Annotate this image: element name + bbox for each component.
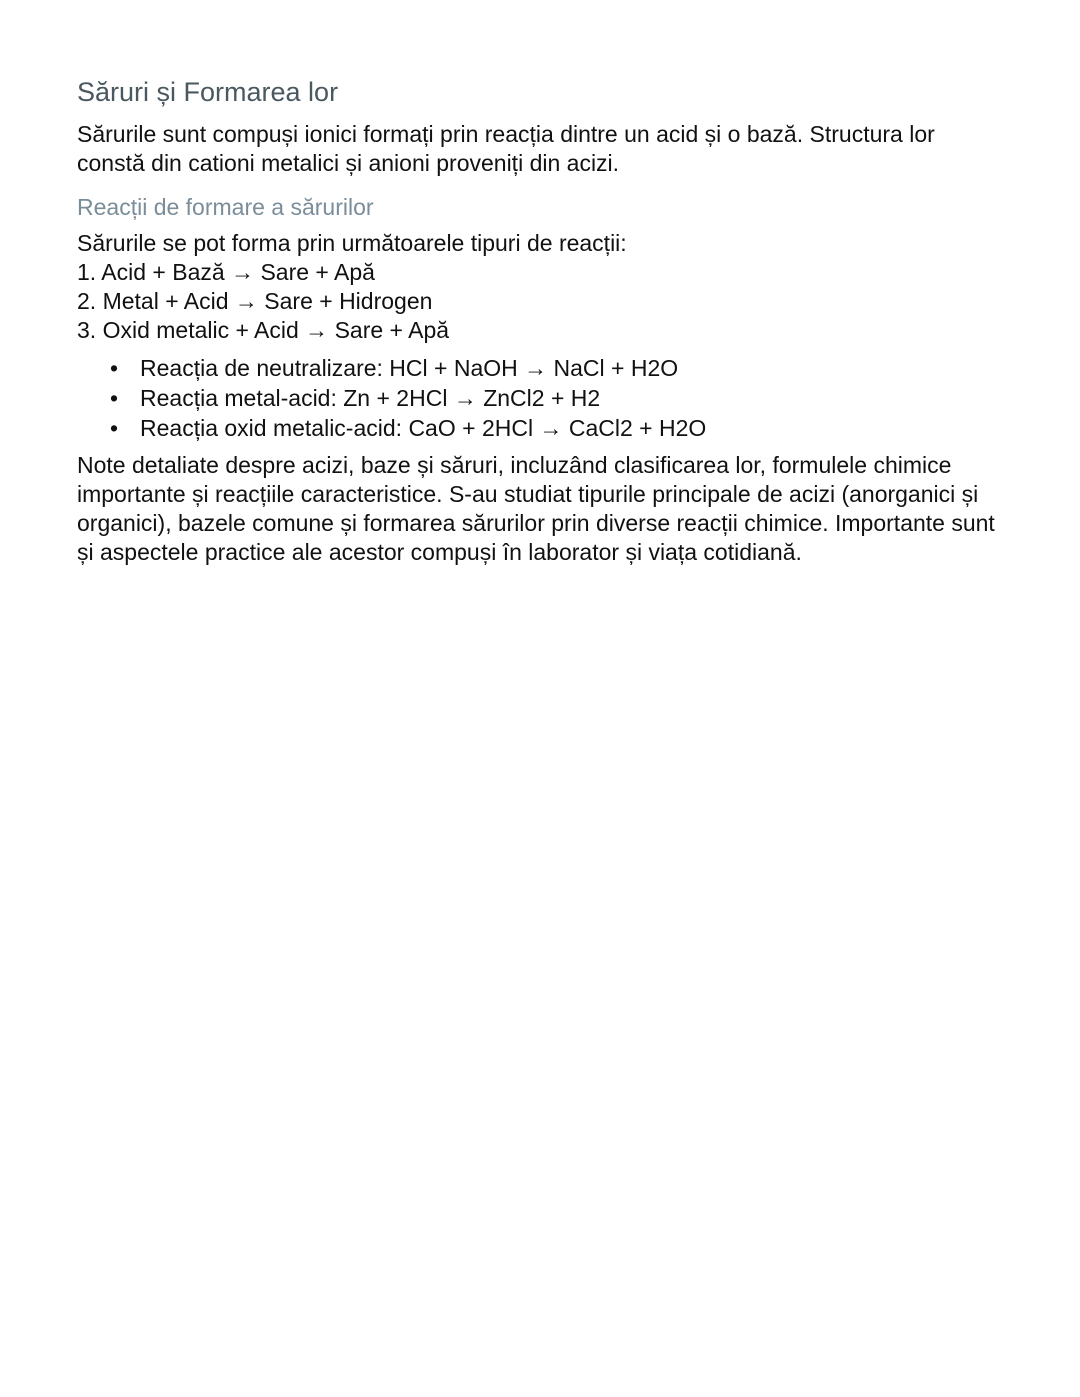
list-item	[77, 383, 1007, 413]
reaction-types-intro: Sărurile se pot forma prin următoarele tipuri de reacții:	[77, 230, 627, 256]
example-reactions-list	[77, 353, 1007, 443]
example-reaction-text: Reacția de neutralizare: HCl + NaOH → NaCl + H2O	[140, 355, 679, 381]
intro-paragraph: Sărurile sunt compuși ionici formați prin reacția dintre un acid și o bază. Structura lor constă din cationi metalici și anioni proveniți din acizi.	[77, 121, 935, 176]
example-reaction-text: Reacția metal-acid: Zn + 2HCl → ZnCl2 + H2	[140, 385, 601, 411]
list-item	[77, 413, 1007, 443]
reaction-type-item: 2. Metal + Acid → Sare + Hidrogen	[77, 288, 433, 314]
bullet-icon: •	[110, 385, 119, 411]
bullet-icon: •	[110, 415, 119, 441]
bullet-icon: •	[110, 355, 119, 381]
document-page	[77, 74, 1007, 567]
example-reaction-text: Reacția oxid metalic-acid: CaO + 2HCl → CaCl2 + H2O	[140, 415, 707, 441]
reaction-type-item: 3. Oxid metalic + Acid → Sare + Apă	[77, 317, 450, 343]
reaction-type-item: 1. Acid + Bază → Sare + Apă	[77, 259, 375, 285]
summary-paragraph: Note detaliate despre acizi, baze și săruri, incluzând clasificarea lor, formulele chimice importante și reacțiile caracteristice. S-au studiat tipurile principale de acizi (anorganici și organici), bazele comune și formarea sărurilor prin diverse reacții chimice. Importante sunt și aspectele practice ale acestor compuși în laborator și viața cotidiană.	[77, 452, 995, 565]
subsection-title: Reacții de formare a sărurilor	[77, 194, 374, 220]
section-title: Săruri și Formarea lor	[77, 77, 339, 107]
reaction-types-list	[77, 229, 1007, 345]
list-item	[77, 353, 1007, 383]
